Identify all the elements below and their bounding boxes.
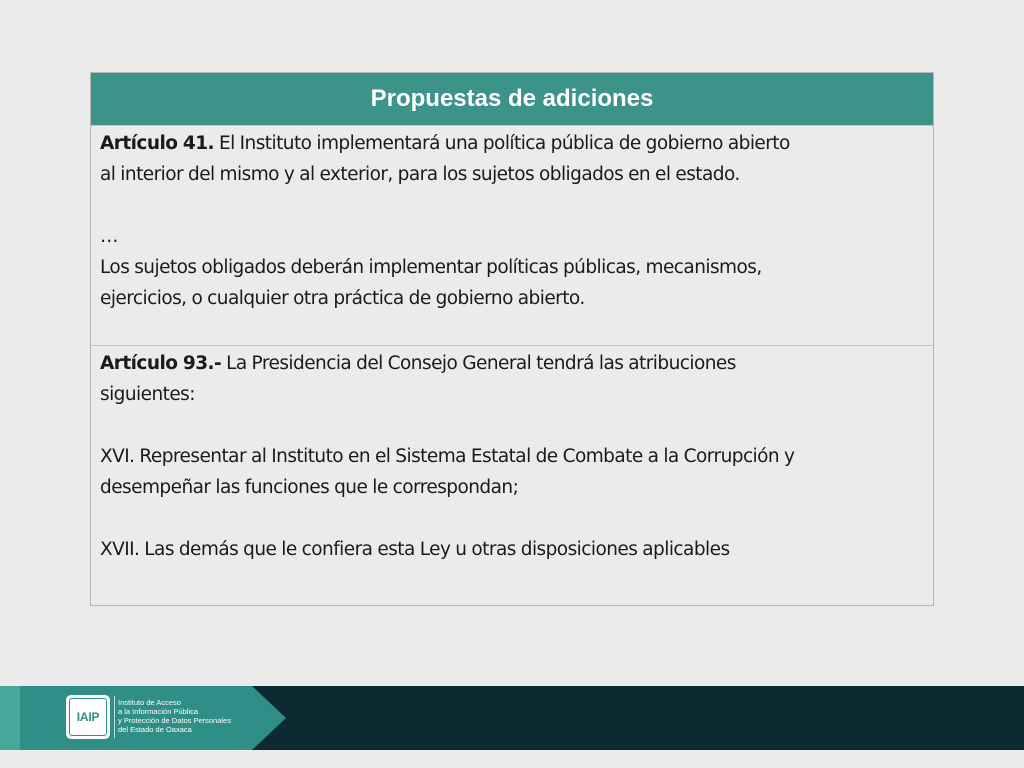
logo-text: IAIP [76, 710, 100, 724]
row1-line1-text: El Instituto implementará una política pública de gobierno abierto [214, 133, 790, 154]
footer-stripe [0, 686, 20, 750]
spacer [100, 410, 923, 441]
row1-line3: Los sujetos obligados deberán implementar políticas públicas, mecanismos, [100, 257, 762, 278]
org-line: a la Información Pública [118, 707, 199, 716]
row2-line4: desempeñar las funciones que le correspondan; [100, 477, 519, 498]
row2-line1-text: La Presidencia del Consejo General tendrá las atribuciones [221, 353, 736, 374]
article-93-label: Artículo 93.- [100, 353, 222, 374]
row1-line1 [100, 128, 923, 159]
footer-banner [0, 686, 1024, 750]
table-row [91, 345, 933, 605]
row2-line2: siguientes: [100, 384, 195, 405]
logo-frame [69, 698, 107, 736]
org-line: del Estado de Oaxaca [118, 725, 192, 734]
article-41-label: Artículo 41. [100, 133, 215, 154]
table-row [91, 125, 933, 345]
row2-line3: XVI. Representar al Instituto en el Sistema Estatal de Combate a la Corrupción y [100, 446, 795, 467]
row2-line1 [100, 348, 923, 379]
spacer [100, 190, 923, 221]
spacer [100, 503, 923, 534]
proposals-table [90, 72, 934, 606]
logo-divider [114, 696, 115, 738]
row1-ellipsis: … [100, 226, 118, 247]
table-header: Propuestas de adiciones [91, 73, 933, 125]
row1-line2: al interior del mismo y al exterior, para los sujetos obligados en el estado. [100, 164, 740, 185]
iaip-logo [66, 695, 110, 739]
row2-line5: XVII. Las demás que le confiera esta Ley u otras disposiciones aplicables [100, 539, 730, 560]
org-line: y Protección de Datos Personales [118, 716, 231, 725]
org-line: Instituto de Acceso [118, 698, 181, 707]
org-name [118, 698, 231, 734]
row1-line4: ejercicios, o cualquier otra práctica de gobierno abierto. [100, 288, 585, 309]
